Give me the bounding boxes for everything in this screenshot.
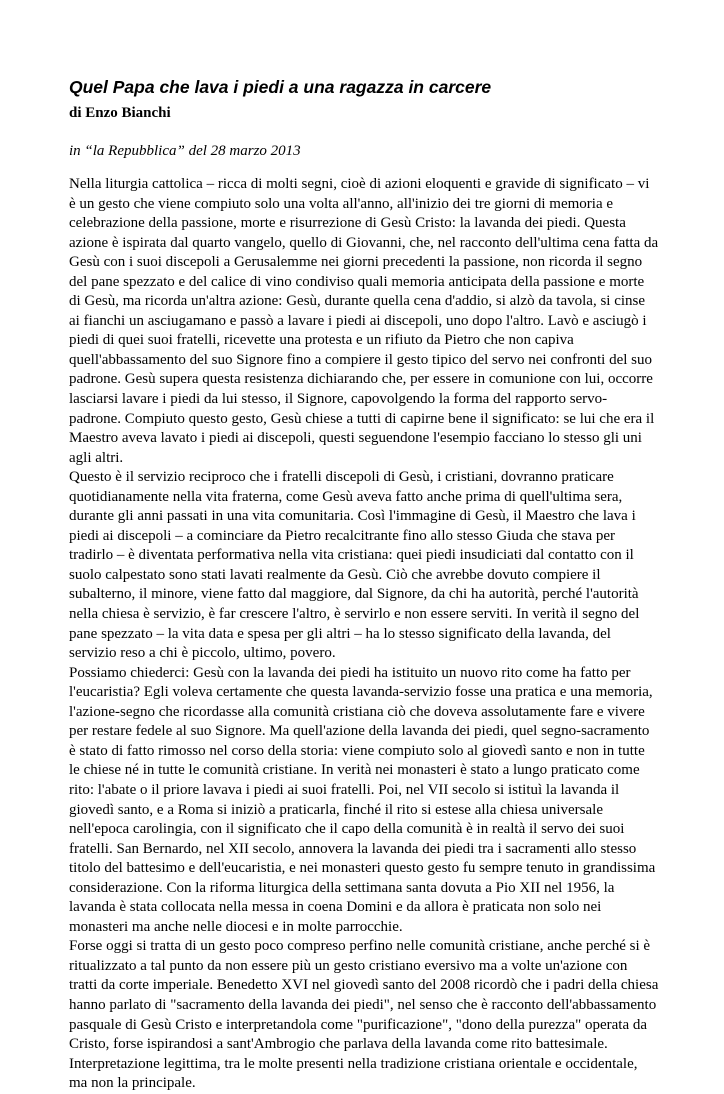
article-title: Quel Papa che lava i piedi a una ragazza in carcere xyxy=(69,77,492,97)
paragraph-2: Questo è il servizio reciproco che i fratelli discepoli di Gesù, i cristiani, dovranno praticare quotidianamente nella vita fraterna, come Gesù aveva fatto anche prima di quell'ultima sera, durante gli anni passati in una vita comunitaria. Così l'immagine di Gesù, il Maestro che lava i piedi ai discepoli – a cominciare da Pietro recalcitrante fino allo stesso Giuda che stava per tradirlo – è diventata performativa nella vita cristiana: quei piedi insudiciati dal contatto con il suolo calpestato sono stati lavati realmente da Gesù. Ciò che avrebbe dovuto compiere il subalterno, il minore, viene fatto dal maggiore, dal Signore, da chi ha autorità, perché l'autorità nella chiesa è servizio, è far crescere l'altro, è servirlo e non essere serviti. In verità il segno del pane spezzato – la vita data e spesa per gli altri – ha lo stesso significato della lavanda, del servizio reso a chi è piccolo, ultimo, povero. xyxy=(69,469,640,662)
article-source: in “la Repubblica” del 28 marzo 2013 xyxy=(69,143,301,159)
article xyxy=(69,76,659,1094)
paragraph-3: Possiamo chiederci: Gesù con la lavanda dei piedi ha istituito un nuovo rito come ha fatto per l'eucaristia? Egli voleva certamente che questa lavanda-servizio fosse una pratica e una memoria, l'azione-segno che ricordasse alla comunità cristiana ciò che doveva assolutamente fare e vivere per restare fedele al suo Signore. Ma quell'azione della lavanda dei piedi, quel segno-sacramento è stato di fatto rimosso nel corso della storia: viene compiuto solo al giovedì santo e non in tutte le chiese né in tutte le comunità cristiane. In verità nei monasteri è stato a lungo praticato come rito: l'abate o il priore lavava i piedi ai suoi fratelli. Poi, nel VII secolo si istituì la lavanda il giovedì santo, e a Roma si iniziò a praticarla, finché il rito si estese alla chiesa universale nell'epoca carolingia, con il significato che il capo della comunità è in realtà il servo dei suoi fratelli. San Bernardo, nel XII secolo, annovera la lavanda dei piedi tra i sacramenti allo stesso titolo del battesimo e dell'eucaristia, e nei monasteri questo gesto fu sempre tenuto in grandissima considerazione. Con la riforma liturgica della settimana santa dovuta a Pio XII nel 1956, la lavanda è stata collocata nella messa in coena Domini e da allora è praticata non solo nei monasteri ma anche nelle diocesi e in molte parrocchie. xyxy=(69,664,656,935)
article-author: di Enzo Bianchi xyxy=(69,105,171,121)
article-body xyxy=(69,175,659,1094)
paragraph-1: Nella liturgia cattolica – ricca di molti segni, cioè di azioni eloquenti e gravide di significato – vi è un gesto che viene compiuto solo una volta all'anno, all'inizio dei tre giorni di memoria e celebrazione della passione, morte e risurrezione di Gesù Cristo: la lavanda dei piedi. Questa azione è ispirata dal quarto vangelo, quello di Giovanni, che, nel racconto dell'ultima cena fatta da Gesù con i suoi discepoli a Gerusalemme nei giorni precedenti la passione, non ricorda il segno del pane spezzato e del calice di vino condiviso quali memoria anticipata della passione e morte di Gesù, ma ricorda un'altra azione: Gesù, durante quella cena d'addio, si alzò da tavola, si cinse ai fianchi un asciugamano e passò a lavare i piedi ai discepoli, uno dopo l'altro. Lavò e asciugò i piedi di quei suoi fratelli, ricevette una protesta e un rifiuto da Pietro che non capiva quell'abbassamento del suo Signore fino a compiere il gesto tipico del servo nei confronti del suo padrone. Gesù supera questa resistenza dichiarando che, per essere in comunione con lui, occorre lasciarsi lavare i piedi da lui stesso, il Signore, capovolgendo la forma del rapporto servo-padrone. Compiuto questo gesto, Gesù chiese a tutti di capirne bene il significato: se lui che era il Maestro aveva lavato i piedi ai discepoli, questi seguendone l'esempio facciano lo stesso gli uni agli altri. xyxy=(69,176,659,466)
paragraph-4: Forse oggi si tratta di un gesto poco compreso perfino nelle comunità cristiane, anche perché si è ritualizzato a tal punto da non essere più un gesto cristiano eversivo ma a volte un'azione con tratti da corte imperiale. Benedetto XVI nel giovedì santo del 2008 ricordò che i padri della chiesa hanno parlato di "sacramento della lavanda dei piedi", nel senso che è racconto dell'abbassamento pasquale di Gesù Cristo e interpretandola come "purificazione", "dono della purezza" operata da Cristo, forse ispirandosi a sant'Ambrogio che parlava della lavanda come rito battesimale. Interpretazione legittima, tra le molte presenti nella tradizione cristiana orientale e occidentale, ma non la principale. xyxy=(69,938,659,1092)
